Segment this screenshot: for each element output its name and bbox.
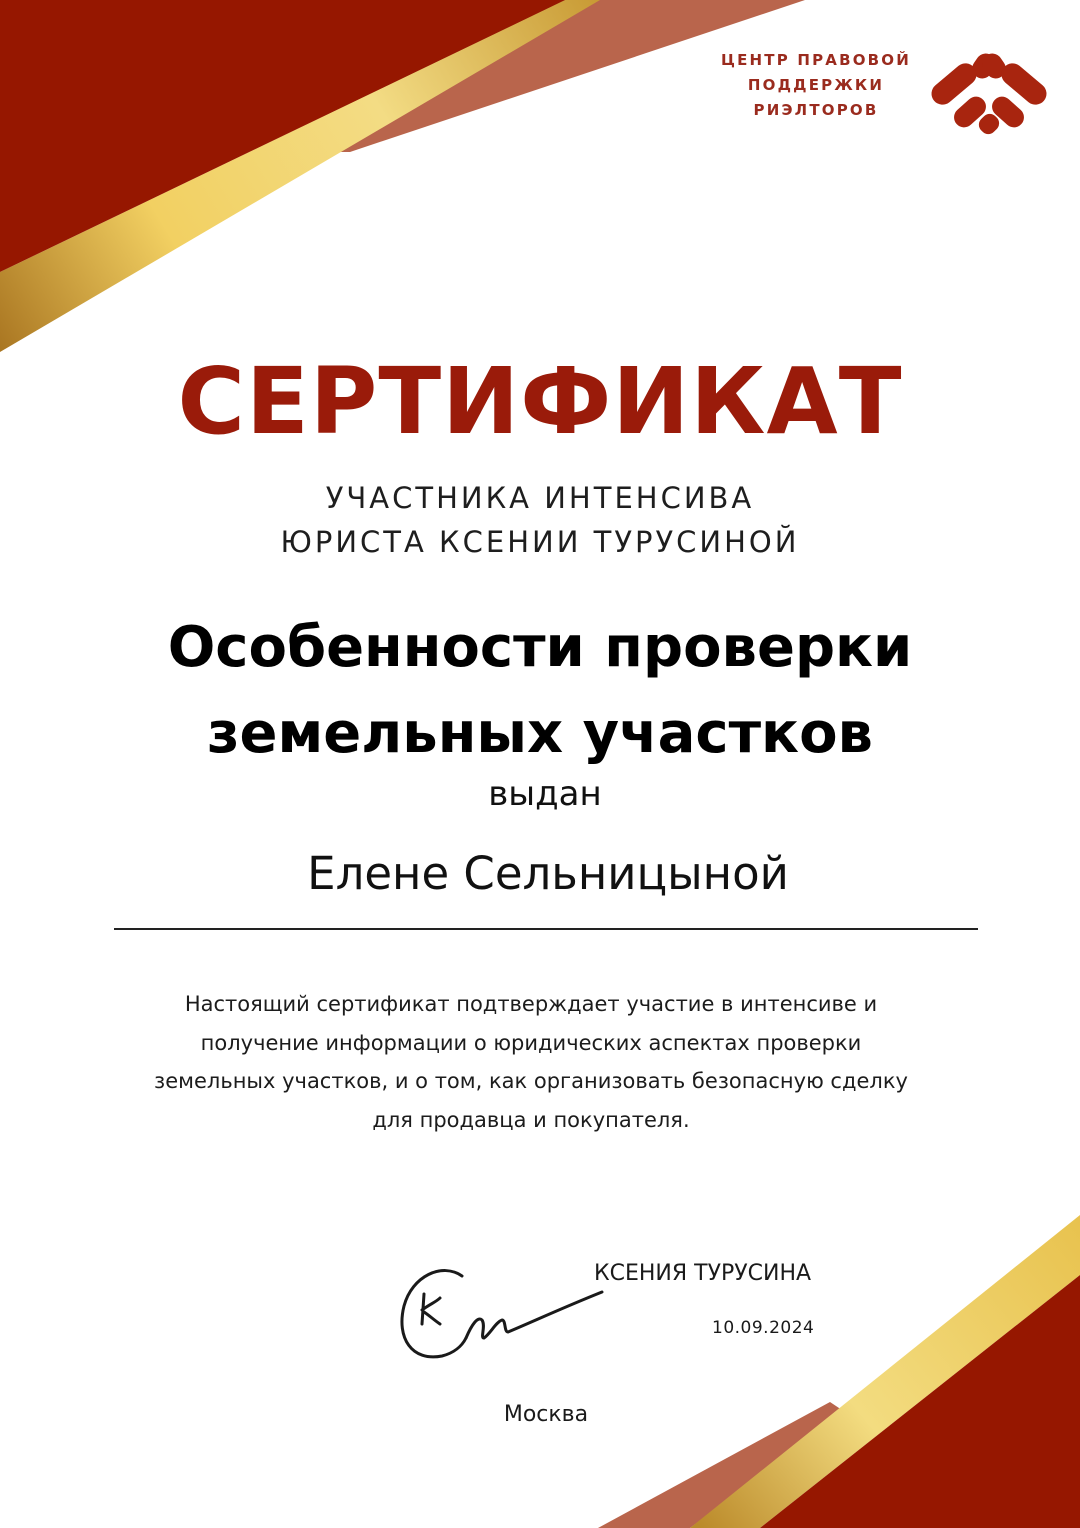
brand-logo bbox=[712, 44, 1072, 144]
brand-name bbox=[712, 48, 920, 123]
course-title bbox=[0, 605, 1080, 777]
brand-line-1: ЦЕНТР ПРАВОВОЙ bbox=[720, 51, 912, 69]
description-line-4: для продавца и покупателя. bbox=[372, 1107, 690, 1132]
certificate-subtitle bbox=[0, 476, 1080, 564]
description-line-3: земельных участков, и о том, как организовать безопасную сделку bbox=[154, 1069, 908, 1093]
name-underline bbox=[114, 928, 978, 930]
red-band-top bbox=[0, 0, 565, 272]
brand-line-3: РИЭЛТОРОВ bbox=[753, 101, 879, 119]
issued-label: выдан bbox=[488, 774, 602, 814]
handwritten-signature bbox=[392, 1258, 622, 1378]
certificate-description bbox=[120, 985, 942, 1139]
issue-date: 10.09.2024 bbox=[712, 1318, 815, 1338]
course-line-1: Особенности проверки bbox=[167, 615, 913, 680]
description-line-1: Настоящий сертификат подтверждает участие в интенсиве и bbox=[184, 992, 878, 1016]
subtitle-line-2: ЮРИСТА КСЕНИИ ТУРУСИНОЙ bbox=[280, 525, 800, 559]
course-line-2: земельных участков bbox=[207, 701, 873, 766]
description-line-2: получение информации о юридических аспектах проверки bbox=[200, 1030, 862, 1055]
subtitle-line-1: УЧАСТНИКА ИНТЕНСИВА bbox=[325, 481, 755, 515]
certificate-title: СЕРТИФИКАТ bbox=[177, 348, 903, 455]
hands-roof-logo-icon bbox=[914, 44, 1064, 136]
issue-city: Москва bbox=[503, 1402, 589, 1427]
brand-line-2: ПОДДЕРЖКИ bbox=[747, 76, 885, 94]
signer-name: КСЕНИЯ ТУРУСИНА bbox=[594, 1261, 812, 1286]
recipient-name: Елене Сельницыной bbox=[307, 847, 789, 900]
